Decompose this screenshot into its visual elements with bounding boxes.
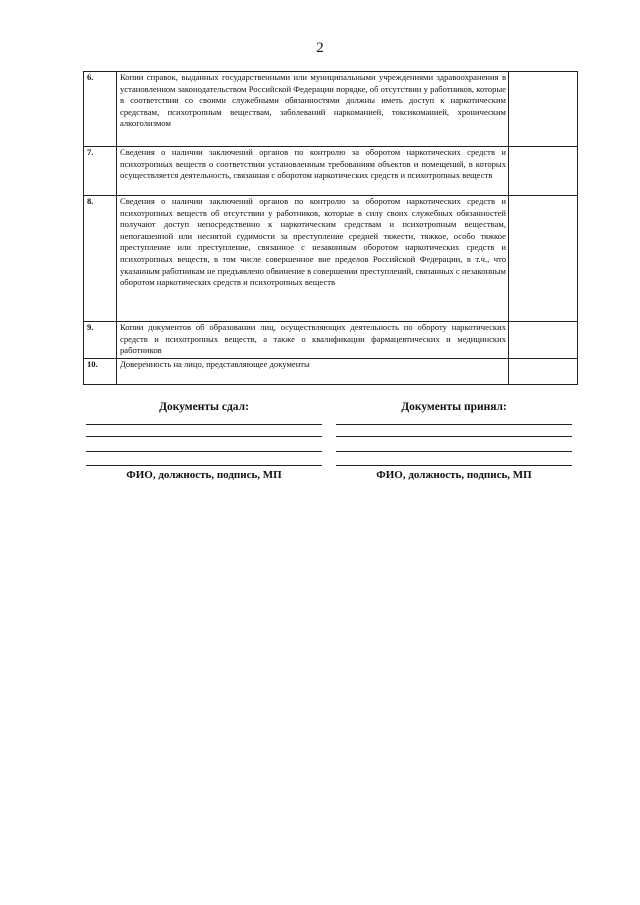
documents-table [83, 71, 578, 385]
row-number: 10. [84, 359, 117, 385]
submitted-signature-line[interactable] [86, 451, 322, 452]
table-row [84, 147, 578, 196]
accepted-signature-line[interactable] [336, 465, 572, 466]
page-number: 2 [316, 40, 324, 56]
row-mark-cell[interactable] [509, 147, 578, 196]
accepted-caption: ФИО, должность, подпись, МП [376, 469, 532, 481]
accepted-title: Документы принял: [401, 401, 507, 413]
row-description: Копии документов об образовании лиц, осуществляющих деятельность по обороту наркотических средств и психотропных веществ, а также о квалификации фармацевтических и медицинских работников [117, 322, 509, 359]
accepted-signature-line[interactable] [336, 436, 572, 437]
row-description: Копии справок, выданных государственными или муниципальными учреждениями здравоохранения в установленном законодательством Российской Федерации порядке, об отсутствии у работников, которые в соответствии со своими служебными обязанностями должны иметь доступ к наркотическим средствам, психотропным веществам, заболеваний наркоманией, токсикоманией, хроническим алкоголизмом [117, 72, 509, 147]
table-row [84, 196, 578, 322]
submitted-signature-line[interactable] [86, 465, 322, 466]
submitted-signature-line[interactable] [86, 424, 322, 425]
table-row [84, 322, 578, 359]
row-mark-cell[interactable] [509, 322, 578, 359]
accepted-signature-line[interactable] [336, 424, 572, 425]
table-row [84, 359, 578, 385]
submitted-signature-line[interactable] [86, 436, 322, 437]
row-number: 8. [84, 196, 117, 322]
row-number: 7. [84, 147, 117, 196]
row-number: 6. [84, 72, 117, 147]
row-description: Сведения о наличии заключений органов по контролю за оборотом наркотических средств и психотропных веществ о соответствии установленным требованиям объектов и помещений, в которых осуществляется деятельность, связанная с оборотом наркотических средств и психотропных веществ [117, 147, 509, 196]
accepted-signature-line[interactable] [336, 451, 572, 452]
row-description: Доверенность на лицо, представляющее документы [117, 359, 509, 385]
row-mark-cell[interactable] [509, 72, 578, 147]
row-number: 9. [84, 322, 117, 359]
table-row [84, 72, 578, 147]
row-mark-cell[interactable] [509, 359, 578, 385]
submitted-caption: ФИО, должность, подпись, МП [126, 469, 282, 481]
row-description: Сведения о наличии заключений органов по контролю за оборотом наркотических средств и психотропных веществ об отсутствии у работников, которые в силу своих служебных обязанностей получают доступ непосредственно к наркотическим средствам и психотропным веществам, непогашенной или неснятой судимости за преступление средней тяжести, тяжкое, особо тяжкое преступление или преступление, связанное с незаконным оборотом наркотических средств и психотропных веществ, в том числе совершенное вне пределов Российской Федерации, в т.ч., что указанным работникам не предъявлено обвинение в совершении преступлений, связанных с незаконным оборотом наркотических средств и психотропных веществ [117, 196, 509, 322]
row-mark-cell[interactable] [509, 196, 578, 322]
submitted-title: Документы сдал: [159, 401, 249, 413]
